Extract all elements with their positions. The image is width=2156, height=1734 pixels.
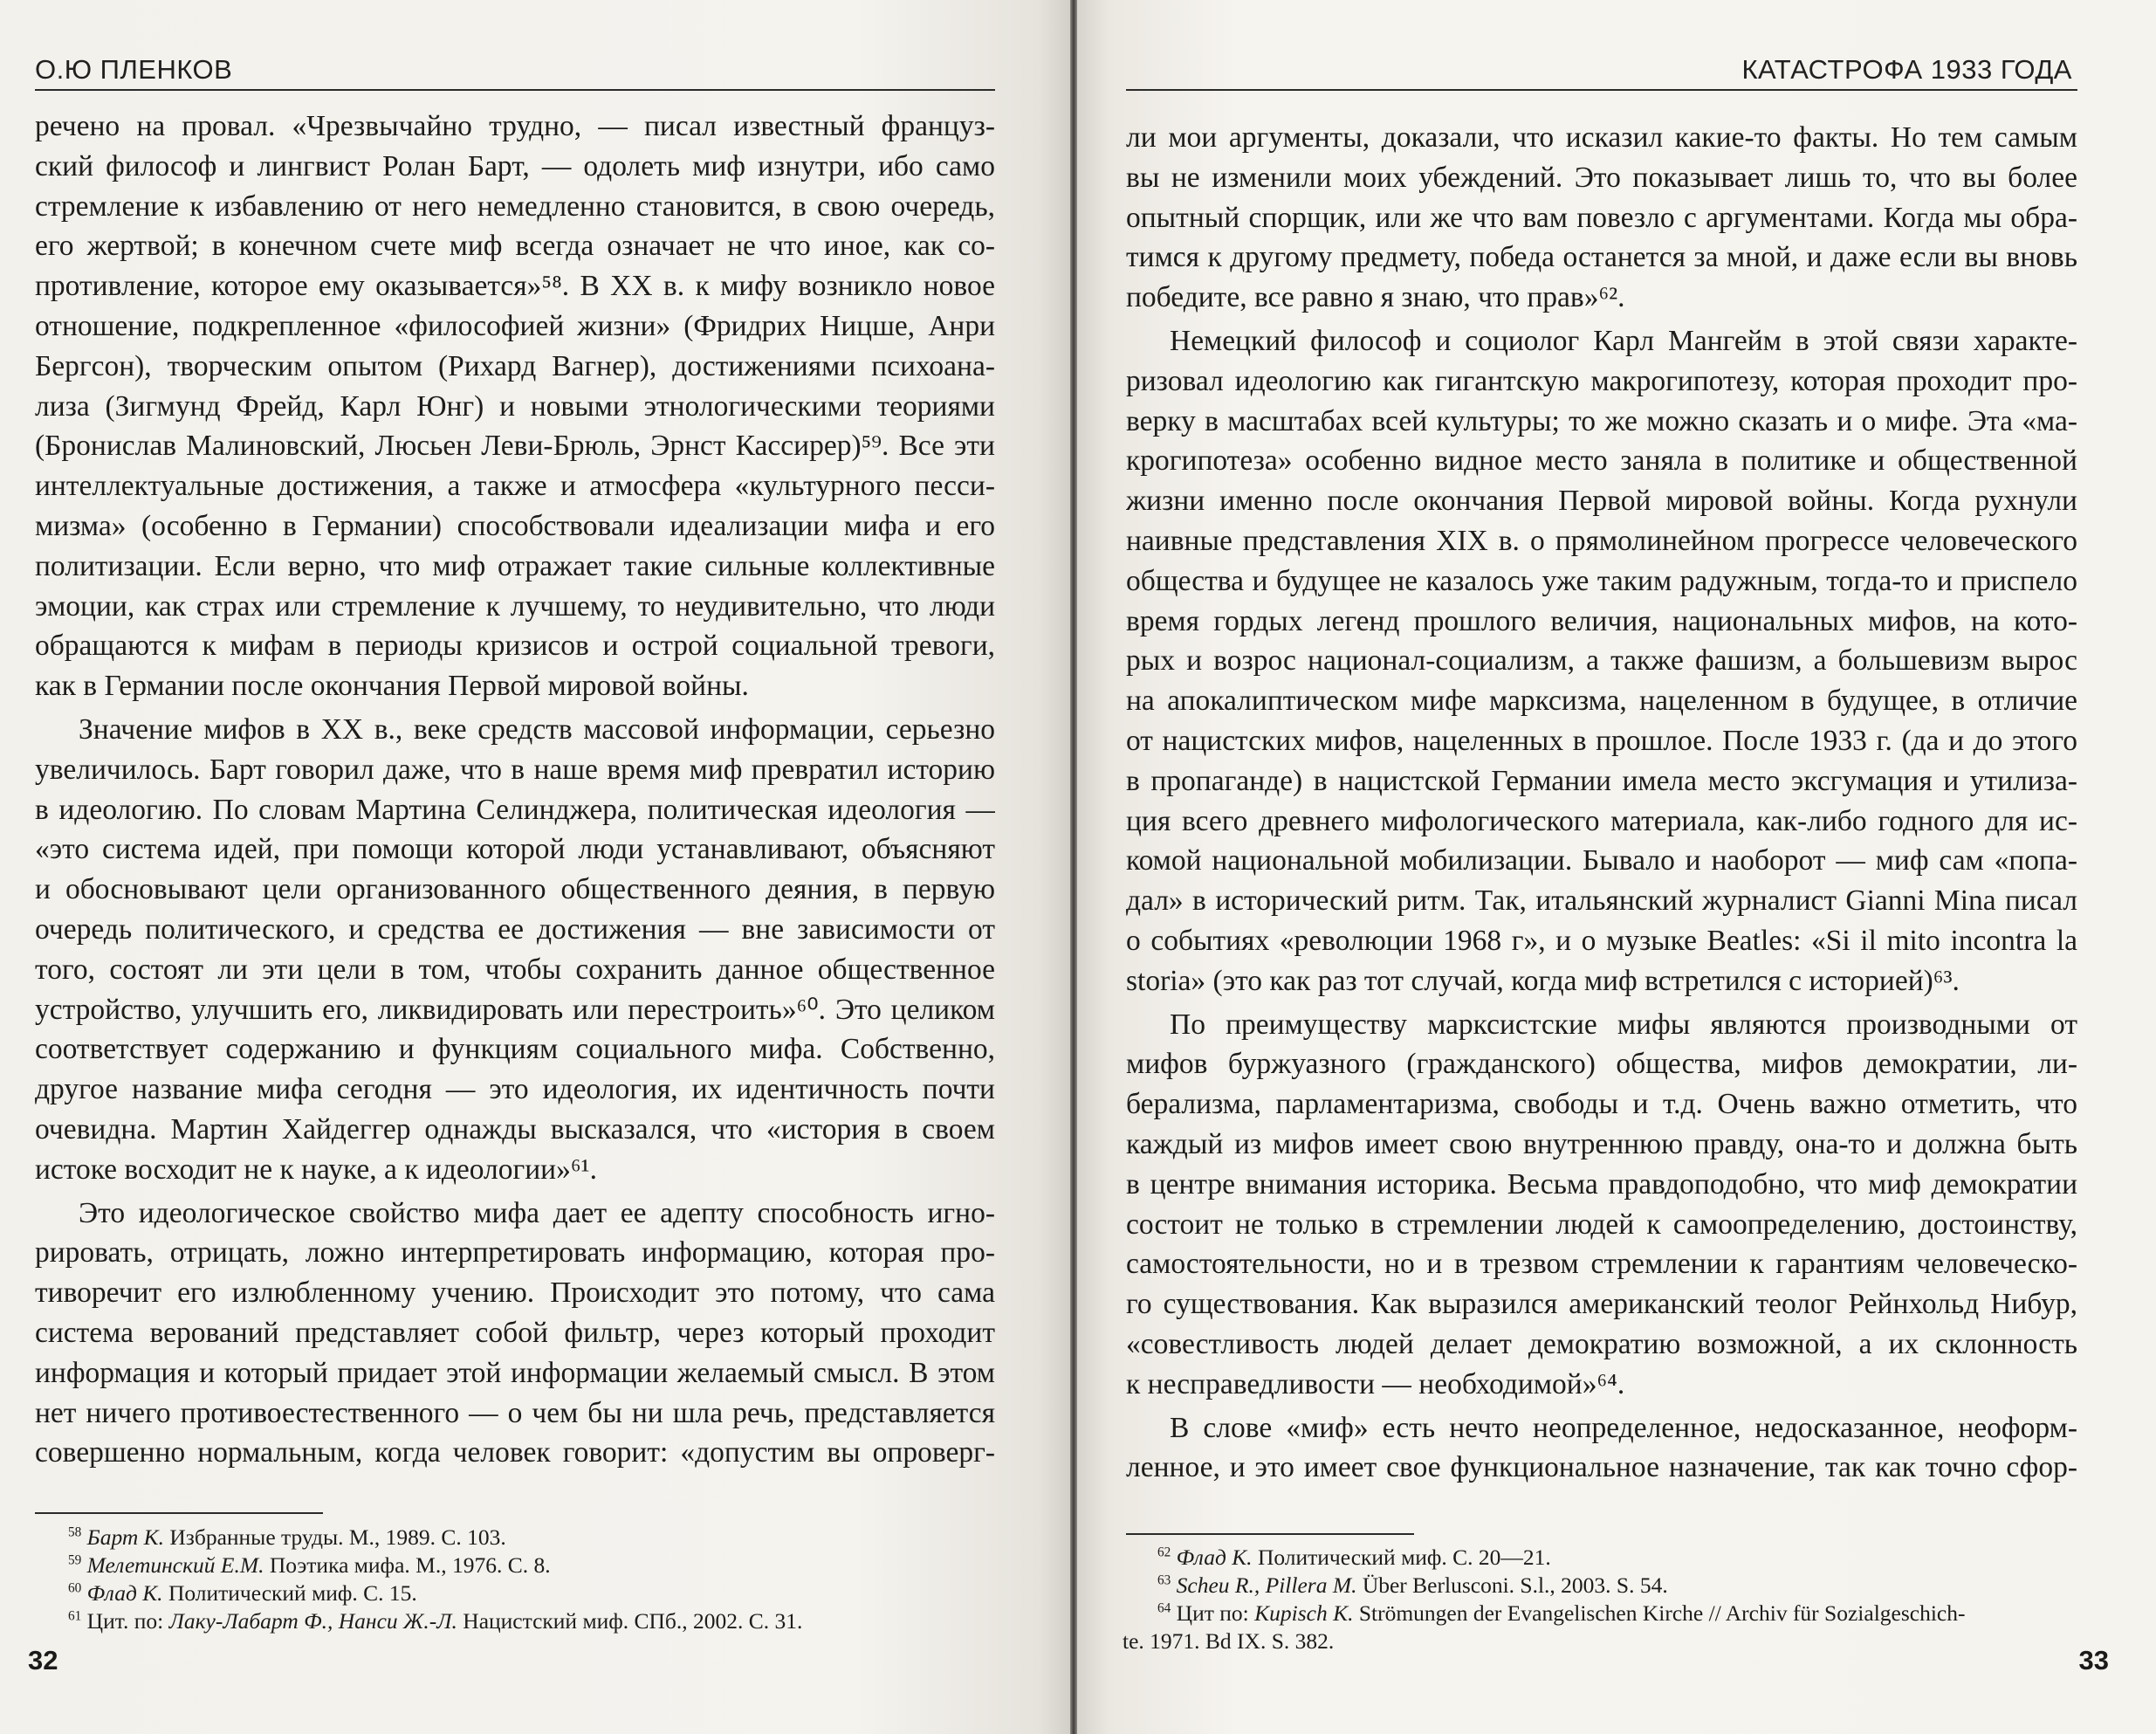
footnote: $^{60}$ Флад К. Политический миф. С. 15. <box>68 1580 417 1606</box>
text-line: эмоции, как страх или стремление к лучшему, то неудивительно, что люди <box>35 589 995 623</box>
text-line: вы не изменили моих убеждений. Это показывает лишь то, что вы более <box>1126 161 2077 194</box>
text-line: соответствует содержанию и функциям социального мифа. Собственно, <box>35 1033 995 1066</box>
left-page-body <box>35 107 995 1473</box>
right-page <box>1077 0 2156 1734</box>
left-running-head: О.Ю ПЛЕНКОВ <box>35 54 233 85</box>
text-line: «это система идей, при помощи которой люди устанавливают, объясняют <box>35 833 995 866</box>
text-line: самостоятельности, но и в трезвом стремлении к гарантиям человеческо- <box>1126 1248 2077 1281</box>
text-line: го существования. Как выразился американский теолог Рейнхольд Нибур, <box>1126 1288 2077 1321</box>
left-page-number: 32 <box>28 1645 58 1676</box>
right-footnotes <box>1123 1544 2091 1655</box>
text-line: опытный спорщик, или же что вам повезло с аргументами. Когда мы обра- <box>1126 201 2077 234</box>
text-line: речено на провал. «Чрезвычайно трудно, — писал известный француз- <box>35 110 995 142</box>
right-footnote-rule <box>1126 1533 1414 1535</box>
text-line: время гордых легенд прошлого величия, национальных мифов, на кото- <box>1126 604 2077 637</box>
text-line: В слове «миф» есть нечто неопределенное, недосказанное, неоформ- <box>1170 1411 2077 1444</box>
footnote: $^{58}$ Барт К. Избранные труды. М., 1989. С. 103. <box>68 1524 506 1550</box>
text-line: тиворечит его излюбленному учению. Происходит это потому, что сама <box>35 1276 995 1310</box>
footnote: $^{61}$ Цит. по: Лаку-Лабарт Ф., Нанси Ж.-Л. Нацистский миф. СПб., 2002. С. 31. <box>68 1608 803 1634</box>
text-line: мизма» (особенно в Германии) способствовали идеализации мифа и его <box>35 509 995 542</box>
text-line: совершенно нормальным, когда человек говорит: «допустим вы опроверг- <box>35 1436 995 1469</box>
text-line: лиза (Зигмунд Фрейд, Карл Юнг) и новыми этнологическими теориями <box>35 389 995 423</box>
text-line: и обосновывают цели организованного общественного деяния, в первую <box>35 873 995 906</box>
text-line: его жертвой; в конечном счете миф всегда означает не что иное, как со- <box>35 230 995 263</box>
text-line: наивные представления XIX в. о прямолинейном прогрессе человеческого <box>1126 524 2077 557</box>
text-line: отношение, подкрепленное «философией жизни» (Фридрих Ницше, Анри <box>35 309 995 342</box>
text-line: тимся к другому предмету, победа останется за мной, и даже если вы вновь <box>1126 241 2077 274</box>
text-line: (Бронислав Малиновский, Люсьен Леви-Брюль, Эрнст Кассирер)⁵⁹. Все эти <box>35 430 995 463</box>
left-footnote-rule <box>35 1512 323 1514</box>
text-line: политизации. Если верно, что миф отражает такие сильные коллективные <box>35 549 995 582</box>
footnote: $^{63}$ Scheu R., Pillera M. Über Berlusconi. S.l., 2003. S. 54. <box>1157 1572 1668 1598</box>
text-line: увеличилось. Барт говорил даже, что в наше время миф превратил историю <box>35 753 995 786</box>
text-line: Это идеологическое свойство мифа дает ее адепту способность игно- <box>79 1196 995 1229</box>
footnote-continuation: te. 1971. Bd IX. S. 382. <box>1123 1628 1335 1654</box>
text-line: истоке восходит не к науке, а к идеологии»⁶¹. <box>35 1153 597 1186</box>
text-line: общества и будущее не казалось уже таким радужным, тогда-то и приспело <box>1126 564 2077 597</box>
right-page-number: 33 <box>2078 1645 2109 1676</box>
text-line: в центре внимания историка. Весьма правдоподобно, что миф демократии <box>1126 1167 2077 1201</box>
text-line: победите, все равно я знаю, что прав»⁶². <box>1126 281 1625 314</box>
text-line: нет ничего противоестественного — о чем бы ни шла речь, представляется <box>35 1396 995 1429</box>
text-line: как в Германии после окончания Первой мировой войны. <box>35 670 749 703</box>
text-line: ленное, и это имеет свое функциональное назначение, так как точно сфор- <box>1126 1451 2077 1484</box>
text-line: storia» (это как раз тот случай, когда миф встретился с историей)⁶³. <box>1126 964 1960 997</box>
text-line: того, состоят ли эти цели в том, чтобы сохранить данное общественное <box>35 953 995 986</box>
right-header-rule <box>1126 89 2077 91</box>
text-line: По преимуществу марксистские мифы являются производными от <box>1170 1008 2077 1041</box>
text-line: рых и возрос национал-социализм, а также фашизм, а большевизм вырос <box>1126 644 2077 678</box>
text-line: устройство, улучшить его, ликвидировать или перестроить»⁶⁰. Это целиком <box>35 993 995 1026</box>
text-line: «совестливость людей делает демократию возможной, а их склонность <box>1126 1327 2077 1360</box>
text-line: к несправедливости — необходимой»⁶⁴. <box>1126 1367 1625 1400</box>
text-line: в идеологию. По словам Мартина Селинджера, политическая идеология — <box>35 793 995 826</box>
text-line: мифов буржуазного (гражданского) общества, мифов демократии, ли- <box>1126 1048 2077 1081</box>
book-gutter <box>1070 0 1077 1734</box>
text-line: жизни именно после окончания Первой мировой войны. Когда рухнули <box>1126 485 2077 518</box>
text-line: от нацистских мифов, нацеленных в прошлое. После 1933 г. (да и до этого <box>1126 724 2077 757</box>
text-line: информация и который придает этой информации желаемый смысл. В этом <box>35 1356 995 1389</box>
text-line: дал» в исторический ритм. Так, итальянский журналист Gianni Mina писал <box>1126 884 2077 918</box>
text-line: комой национальной мобилизации. Бывало и наоборот — миф сам «попа- <box>1126 844 2077 877</box>
footnote: $^{62}$ Флад К. Политический миф. С. 20—21. <box>1157 1545 1551 1570</box>
text-line: ция всего древнего мифологического материала, как-либо годного для ис- <box>1126 804 2077 837</box>
footnote: $^{64}$ Цит по: Kupisch K. Strömungen der Evangelischen Kirche // Archiv für Sozialgeschich- <box>1157 1600 1966 1626</box>
text-line: о событиях «революции 1968 г», и о музыке Beatles: «Si il mito incontra la <box>1126 924 2077 957</box>
text-line: ский философ и лингвист Ролан Барт, — одолеть миф изнутри, ибо само <box>35 149 995 182</box>
text-line: противление, которое ему оказывается»⁵⁸. В XX в. к мифу возникло новое <box>35 270 995 303</box>
right-running-head: КАТАСТРОФА 1933 ГОДА <box>1741 54 2072 85</box>
text-line: ли мои аргументы, доказали, что исказил какие-то факты. Но тем самым <box>1126 121 2077 154</box>
text-line: интеллектуальные достижения, а также и атмосфера «культурного песси- <box>35 470 995 503</box>
right-page-body <box>1126 118 2077 1488</box>
text-line: ризовал идеологию как гигантскую макрогипотезу, которая проходит про- <box>1126 364 2077 397</box>
text-line: система верований представляет собой фильтр, через который проходит <box>35 1316 995 1349</box>
left-header-rule <box>35 89 995 91</box>
text-line: обращаются к мифам в периоды кризисов и острой социальной тревоги, <box>35 630 995 663</box>
left-page <box>0 0 1070 1734</box>
text-line: очевидна. Мартин Хайдеггер однажды высказался, что «история в своем <box>35 1112 995 1146</box>
text-line: Бергсон), творческим опытом (Рихард Вагнер), достижениями психоана- <box>35 349 995 382</box>
text-line: верку в масштабах всей культуры; то же можно сказать и о мифе. Эта «ма- <box>1126 404 2077 437</box>
text-line: Немецкий философ и социолог Карл Мангейм в этой связи характе- <box>1170 324 2077 357</box>
text-line: в пропаганде) в нацистской Германии имела место эксгумация и утилиза- <box>1126 764 2077 797</box>
text-line: на апокалиптическом мифе марксизма, нацеленном в будущее, в отличие <box>1126 685 2077 718</box>
left-footnotes <box>68 1524 993 1635</box>
text-line: берализма, парламентаризма, свободы и т.д. Очень важно отметить, что <box>1126 1088 2077 1121</box>
text-line: крогипотеза» особенно видное место заняла в политике и общественной <box>1126 444 2077 478</box>
text-line: состоит не только в стремлении людей к самоопределению, достоинству, <box>1126 1208 2077 1241</box>
text-line: Значение мифов в XX в., веке средств массовой информации, серьезно <box>79 712 995 746</box>
footnote: $^{59}$ Мелетинский Е.М. Поэтика мифа. М., 1976. С. 8. <box>68 1552 551 1578</box>
text-line: другое название мифа сегодня — это идеология, их идентичность почти <box>35 1073 995 1106</box>
text-line: очередь политического, и средства ее достижения — вне зависимости от <box>35 912 995 946</box>
text-line: каждый из мифов имеет свою внутреннюю правду, она-то и должна быть <box>1126 1127 2077 1160</box>
text-line: стремление к избавлению от него немедленно становится, в свою очередь, <box>35 189 995 223</box>
text-line: рировать, отрицать, ложно интерпретировать информацию, которая про- <box>35 1236 995 1270</box>
